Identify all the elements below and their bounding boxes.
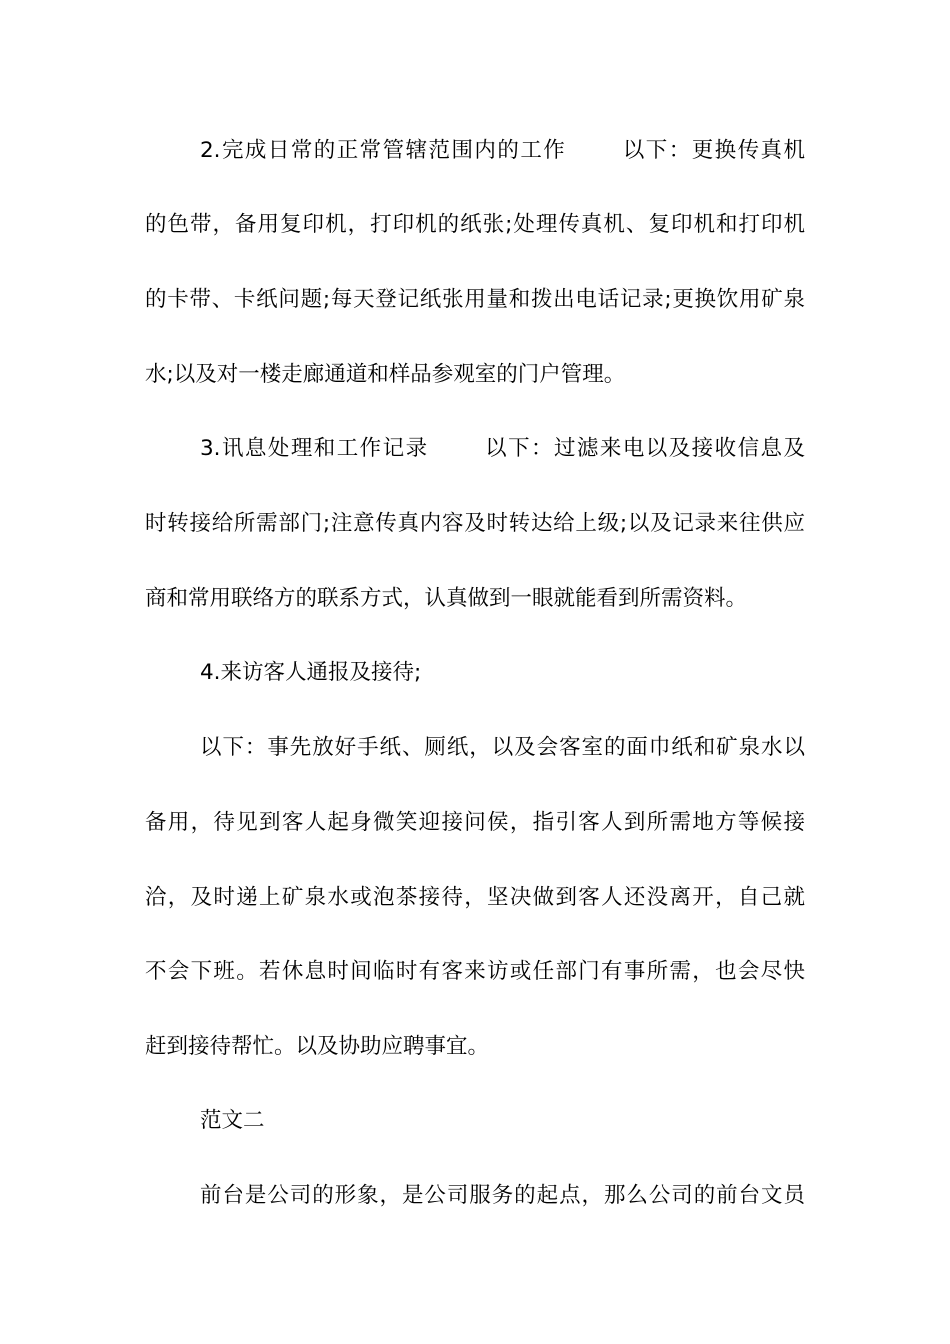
paragraph-4-line-5: 赶到接待帮忙。以及协助应聘事宜。	[145, 1034, 490, 1059]
text-segment: 以下：过滤来电以及接收信息及	[485, 436, 805, 461]
paragraph-4-line-2: 备用，待见到客人起身微笑迎接问侯，指引客人到所需地方等候接	[145, 810, 805, 835]
paragraph-4-line-1: 以下：事先放好手纸、厕纸，以及会客室的面巾纸和矿泉水以	[200, 735, 805, 760]
paragraph-1-line-1	[200, 134, 805, 168]
paragraph-5-line-1: 前台是公司的形象，是公司服务的起点，那么公司的前台文员	[200, 1183, 805, 1208]
paragraph-3-line-1: 4.来访客人通报及接待;	[200, 660, 422, 685]
paragraph-2-line-2: 时转接给所需部门;注意传真内容及时转达给上级;以及记录来往供应	[145, 511, 805, 536]
paragraph-1-line-2: 的色带，备用复印机，打印机的纸张;处理传真机、复印机和打印机	[145, 212, 805, 237]
text-segment: 2.完成日常的正常管辖范围内的工作	[200, 138, 567, 163]
paragraph-1-line-3: 的卡带、卡纸问题;每天登记纸张用量和拨出电话记录;更换饮用矿泉	[145, 287, 805, 312]
paragraph-1-line-4: 水;以及对一楼走廊通道和样品参观室的门户管理。	[145, 362, 626, 387]
paragraph-4-line-4: 不会下班。若休息时间临时有客来访或任部门有事所需，也会尽快	[145, 959, 805, 984]
paragraph-2-line-3: 商和常用联络方的联系方式，认真做到一眼就能看到所需资料。	[145, 586, 748, 611]
paragraph-2-line-1	[200, 432, 805, 466]
text-segment: 3.讯息处理和工作记录	[200, 436, 429, 461]
section-heading: 范文二	[200, 1108, 265, 1133]
text-segment: 以下：更换传真机	[622, 138, 806, 163]
paragraph-4-line-3: 洽，及时递上矿泉水或泡茶接待，坚决做到客人还没离开，自己就	[145, 885, 805, 910]
